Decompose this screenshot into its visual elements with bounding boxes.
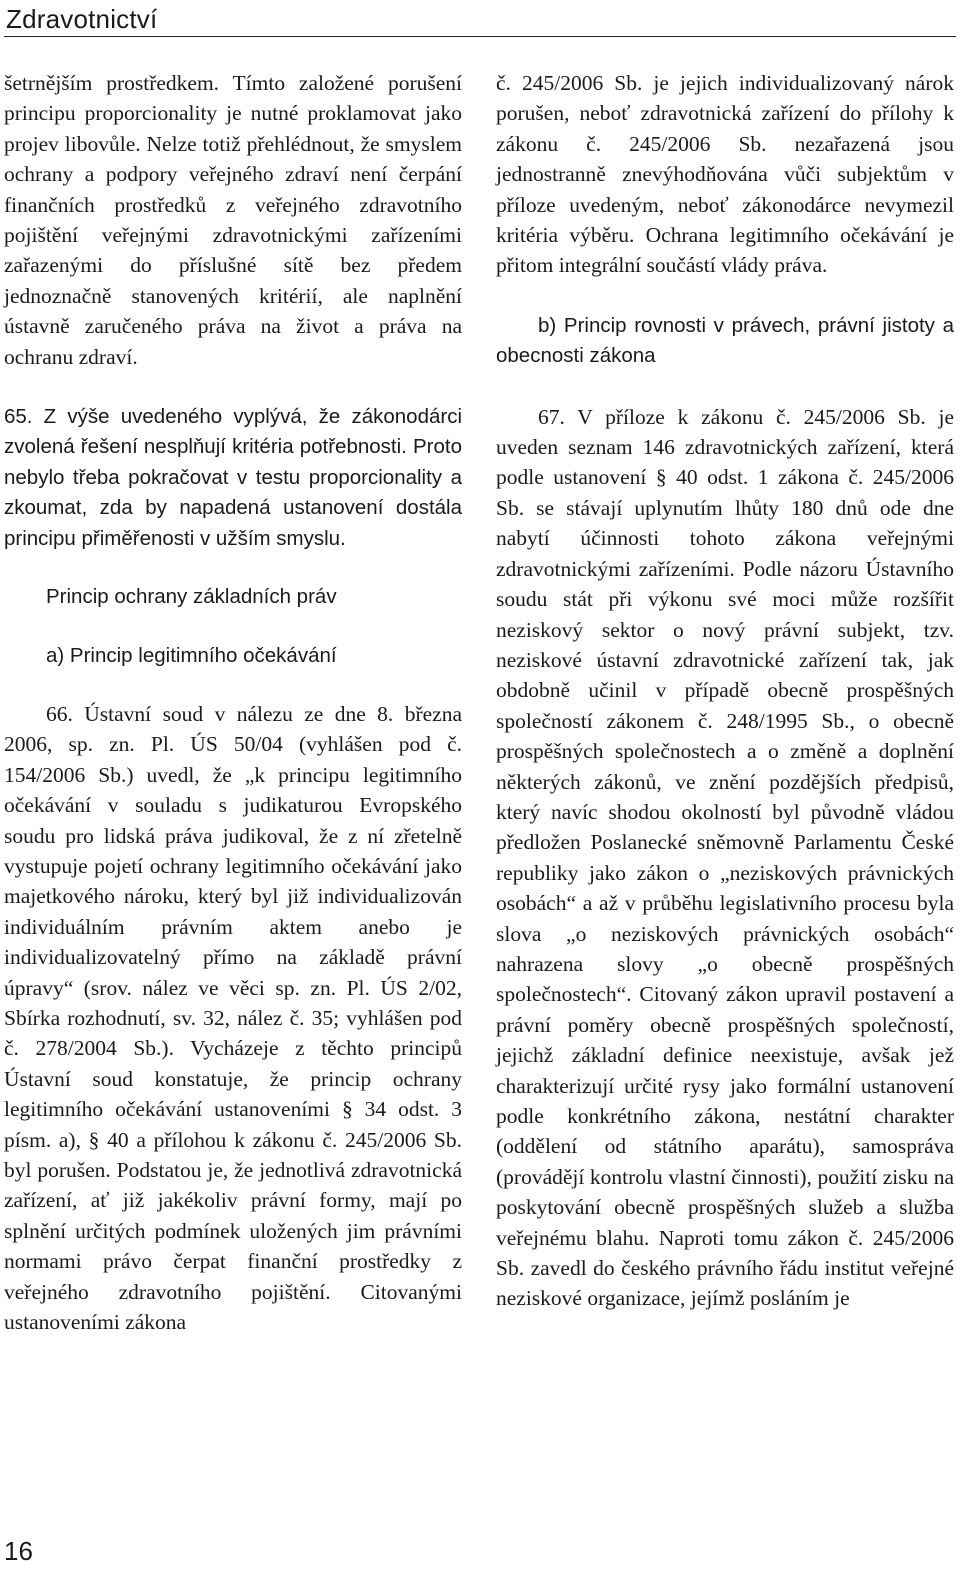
subsection-heading-b: b) Princip rovnosti v právech, právní jistoty a obecnosti zákona: [496, 313, 954, 368]
page-number: 16: [4, 1536, 33, 1566]
left-column: [4, 68, 462, 1337]
section-heading: Princip ochrany základních práv: [46, 585, 337, 609]
paragraph-66: 66. Ústavní soud v nálezu ze dne 8. března 2006, sp. zn. Pl. ÚS 50/04 (vyhlášen pod č. 154/2006 Sb.) uvedl, že „k principu legitimního očekávání v souladu s judikaturou Evropského soudu pro lidská práva judikoval, že z ní zřetelně vystupuje pojetí ochrany legitimního očekávání jako majetkového nároku, který byl již individualizován individuálním právním aktem anebo je individualizovatelný přímo na základě právní úpravy“ (srov. nález ve věci sp. zn. Pl. ÚS 2/02, Sbírka rozhodnutí, sv. 32, nález č. 35; vyhlášen pod č. 278/2004 Sb.). Vycházeje z těchto principů Ústavní soud konstatuje, že princip ochrany legitimního očekávání ustanoveními § 34 odst. 3 písm. a), § 40 a přílohou k zákonu č. 245/2006 Sb. byl porušen. Podstatou je, že jednotlivá zdravotnická zařízení, ať již jakékoliv právní formy, mají po splnění určitých podmínek uložených jim právními normami právo čerpat finanční prostředky z veřejného zdravotního pojištění. Citovanými ustanoveními zákona: [4, 701, 462, 1335]
paragraph-continuation-right: č. 245/2006 Sb. je jejich individualizovaný nárok porušen, neboť zdravotnická zařízení do přílohy k zákonu č. 245/2006 Sb. nezařazená jsou jednostranně znevýhodňována vůči subjektům v příloze uvedeným, neboť zákonodárce nevymezil kritéria výběru. Ochrana legitimního očekávání je přitom integrální součástí vlády práva.: [496, 71, 954, 278]
running-header: [4, 0, 956, 37]
paragraph-continuation: šetrnějším prostředkem. Tímto založené porušení principu proporcionality je nutné proklamovat jako projev libovůle. Nelze totiž přehlédnout, že smyslem ochrany a podpory veřejného zdraví není čerpání finančních prostředků z veřejného zdravotního pojištění veřejnými zdravotnickými zařízeními zařazenými do příslušné sítě bez předem jednoznačně stanovených kritérií, ale naplnění ústavně zaručeného práva na život a práva na ochranu zdraví.: [4, 71, 462, 369]
paragraph-65: 65. Z výše uvedeného vyplývá, že zákonodárci zvolená řešení nesplňují kritéria potřebnosti. Proto nebylo třeba pokračovat v testu proporcionality a zkoumat, zda by napadená ustanovení dostála principu přiměřenosti v užším smyslu.: [4, 405, 462, 550]
paragraph-67: 67. V příloze k zákonu č. 245/2006 Sb. je uveden seznam 146 zdravotnických zařízení, která podle ustanovení § 40 odst. 1 zákona č. 245/2006 Sb. se stávají uplynutím lhůty 180 dnů ode dne nabytí účinnosti tohoto zákona veřejnými zdravotnickými zařízeními. Podle názoru Ústavního soudu stát při výkonu své moci může rozšířit neziskový sektor o nový právní subjekt, tzv. neziskové ústavní zdravotnické zařízení tak, jak obdobně učinil v případě obecně prospěšných společností zákonem č. 248/1995 Sb., o obecně prospěšných společnostech a o změně a doplnění některých zákonů, ve znění pozdějších předpisů, který navíc shodou okolností byl původně vládou předložen Poslanecké sněmovně Parlamentu České republiky jako zákon o „neziskových právnických osobách“ a až v průběhu legislativního procesu byla slova „o neziskových právnických osobách“ nahrazena slovy „o obecně prospěšných společnostech“. Citovaný zákon upravil postavení a právní poměry obecně prospěšných společností, jejichž základní definice neexistuje, avšak jež charakterizují určité rysy jako formální ustanovení podle konkrétního zákona, nestátní charakter (oddělení od státního aparátu), samospráva (provádějí kontrolu vlastní činnosti), použití zisku na poskytování obecně prospěšných služeb a služba veřejnému blahu. Naproti tomu zákon č. 245/2006 Sb. zavedl do českého právního řádu institut veřejné neziskové organizace, jejímž posláním je: [496, 404, 954, 1311]
right-column: [496, 68, 954, 1314]
subsection-heading-a: a) Princip legitimního očekávání: [46, 643, 337, 667]
section-title: Zdravotnictví: [6, 4, 158, 34]
